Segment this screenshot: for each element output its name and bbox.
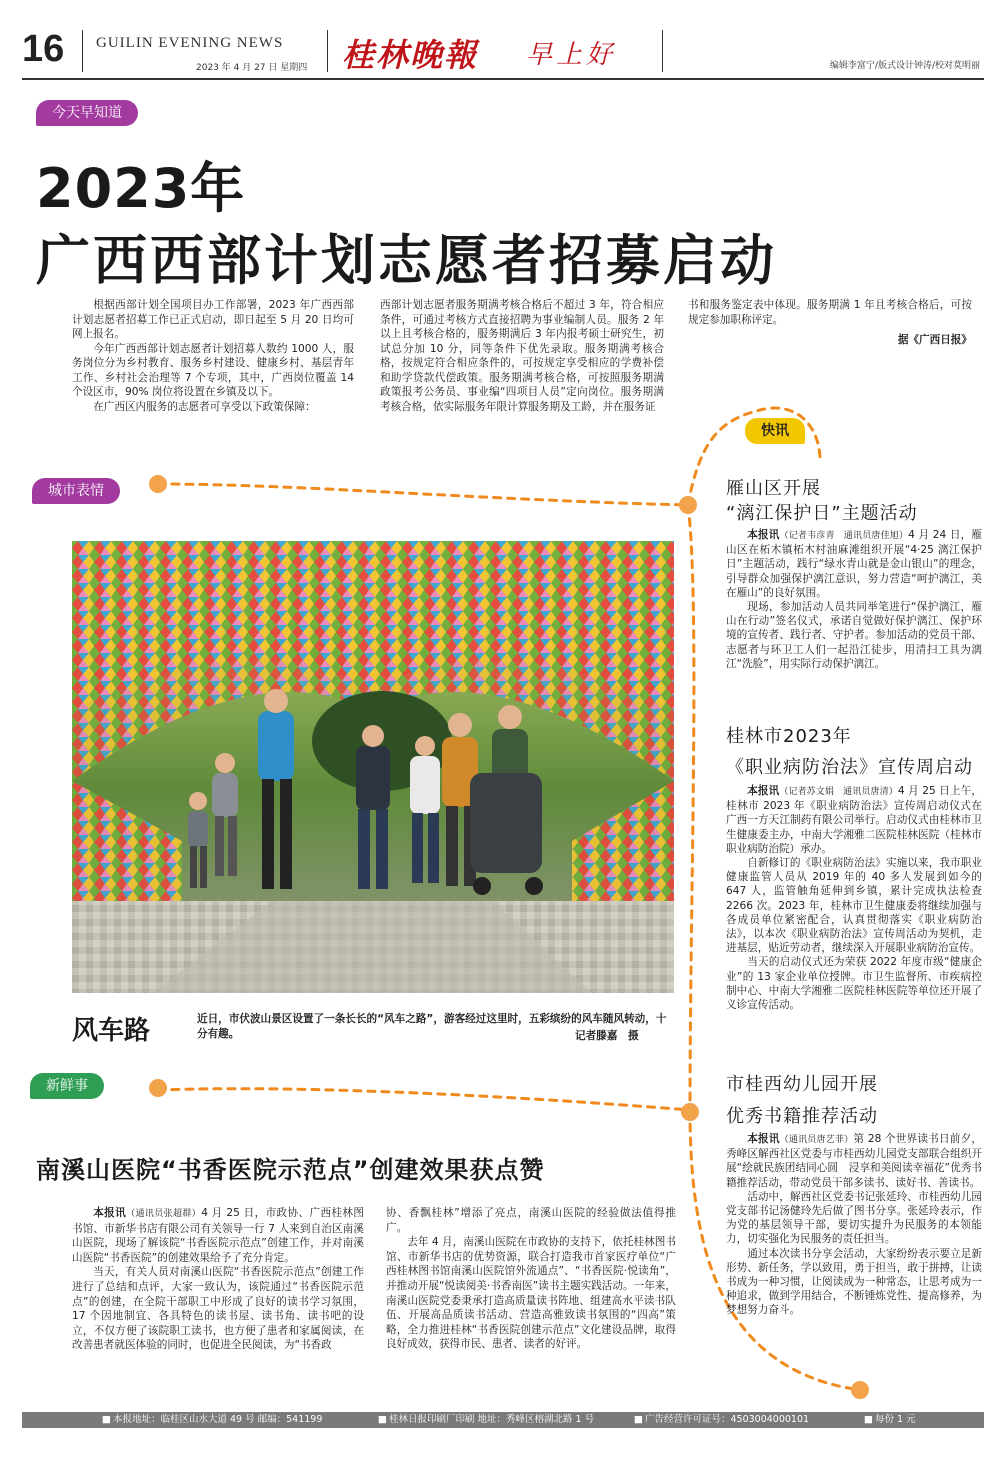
photo-credit: 记者滕嘉 摄 xyxy=(575,1030,639,1042)
dotted-path-segment xyxy=(158,1089,690,1110)
news1-body xyxy=(726,528,982,671)
masthead-divider xyxy=(82,30,83,72)
tag-city: 城市表情 xyxy=(32,478,120,504)
lead-paragraph: 西部计划志愿者服务期满考核合格后不超过 3 年，符合相应条件，可通过考核方式直接招聘为事业编制人员。服务 2 年以上且考核合格的，服务期满后 3 年内报考硕士研究生，初试总分加 10 分，同等条件下优先录取。服务期满考核合格，按规定符合相应条件的，可按规定享受相应的学费补偿和助学贷款代偿政策。服务期满考核合格，可按照服务期满政策报考公务员、事业编“四项目人员”定向岗位。服务期满考核合格，依实际服务年限计算服务期及工龄，并在服务证 xyxy=(380,299,664,413)
dotted-path-segment xyxy=(688,505,694,1110)
dotted-path-segment xyxy=(158,484,688,505)
news3-byline-note: （通讯员唐艺菲） xyxy=(779,1135,854,1145)
story-paragraph: 协、香飘桂林”增添了亮点，南溪山医院的经验做法值得推广。 xyxy=(386,1207,676,1234)
paper-name-en: GUILIN EVENING NEWS xyxy=(96,35,284,51)
page-number: 16 xyxy=(22,28,65,70)
news3-paragraph: 活动中，解西社区党委书记张延玲、市桂西幼儿园党支部书记汤健玲先后做了图书分享。张延玲表示，作为党的基层领导干部，要切实提升为民服务的本领能力，切实强化为民服务的责任担当。 xyxy=(726,1190,982,1246)
story-byline-note: （通讯员张超群） xyxy=(126,1209,202,1219)
news2-paragraph: 4 月 25 日上午，桂林市 2023 年《职业病防治法》宣传周启动仪式在广西一方天江制药有限公司举行。启动仪式由桂林市卫生健康委主办，中南大学湘雅二医院桂林医院（桂林市职业病防治院）承办。 xyxy=(726,785,982,855)
news2-body xyxy=(726,784,982,1012)
section-name: 早上好 xyxy=(526,40,617,70)
dotted-path-node xyxy=(149,475,167,493)
news3-paragraph: 第 28 个世界读书日前夕，秀峰区解西社区党委与市桂西幼儿园党支部联合组织开展“绘就民族团结同心圆 浸享和美阅读幸福花”优秀书籍推荐活动，带动党员干部多读书、读好书、善读书。 xyxy=(726,1133,983,1189)
footer-address: ■ 本报地址：临桂区山水大道 49 号 邮编：541199 xyxy=(102,1412,322,1428)
masthead-divider xyxy=(662,30,663,72)
tag-today: 今天早知道 xyxy=(36,100,138,126)
lead-column-3 xyxy=(688,298,972,348)
news3-body xyxy=(726,1132,982,1318)
lead-paragraph: 根据西部计划全国项目办工作部署，2023 年广西西部计划志愿者招募工作已正式启动，即日起至 5 月 20 日均可网上报名。 xyxy=(72,299,354,340)
news2-byline: 本报讯 xyxy=(747,785,780,797)
story-column-2 xyxy=(386,1206,676,1352)
masthead-rule xyxy=(22,78,984,80)
news2-paragraph: 当天的启动仪式还为荣获 2022 年度市级“健康企业”的 13 家企业单位授牌。市卫生监督所、市疾病控制中心、中南大学湘雅二医院桂林医院等单位还开展了义诊宣传活动。 xyxy=(726,956,982,1012)
news1-byline-note: （记者韦彦青 通讯员唐佳旭） xyxy=(779,531,909,541)
footer-license: ■ 广告经营许可证号：4503004000101 xyxy=(634,1412,809,1428)
dotted-path-node xyxy=(149,1079,167,1097)
news3-byline: 本报讯 xyxy=(747,1133,780,1145)
lead-paragraph: 今年广西西部计划志愿者计划招募人数约 1000 人，服务岗位分为乡村教育、服务乡村建设、健康乡村、基层青年工作、乡村社会治理等 7 个专项，其中，广西岗位覆盖 14 个设区市，90% 岗位将设置在乡镇及以下。 xyxy=(72,342,354,398)
footer-price: ■ 每份 1 元 xyxy=(864,1412,916,1428)
footer-bar xyxy=(22,1412,984,1428)
news1-title-line1: 雁山区开展 xyxy=(726,478,821,499)
news1-paragraph: 现场，参加活动人员共同举笔进行“保护漓江，雁山在行动”签名仪式，承诺自觉做好保护漓江、保护环境的宣传者、践行者、守护者。参加活动的党员干部、志愿者与环卫工人们一起沿江徒步，用清扫工具为漓江“洗脸”，用实际行动保护漓江。 xyxy=(726,601,982,670)
photo-illustration xyxy=(72,541,674,993)
photo-title: 风车路 xyxy=(72,1016,151,1046)
editor-credits: 编辑李富宁/版式设计钟涛/校对莫明丽 xyxy=(829,61,980,71)
lead-source: 据《广西日报》 xyxy=(897,334,972,346)
photo-caption: 近日，市伏波山景区设置了一条长长的“风车之路”，游客经过这里时，五彩缤纷的风车随风转动，十分有趣。 xyxy=(197,1013,667,1040)
story-paragraph: 4 月 25 日，市政协、广西桂林图书馆、市新华书店有限公司有关领导一行 7 人来到自治区南溪山医院，现场了解该院“书香医院示范点”创建工作，并对南溪山医院“书香医院”的创建效果给予了充分肯定。 xyxy=(72,1207,364,1264)
news3-title-line1: 市桂西幼儿园开展 xyxy=(726,1074,878,1095)
tag-news-flash: 快讯 xyxy=(745,418,805,444)
lead-column-1 xyxy=(72,298,354,414)
news2-title-line1: 桂林市2023年 xyxy=(726,726,852,747)
issue-date: 2023 年 4 月 27 日 星期四 xyxy=(196,63,308,73)
news1-byline: 本报讯 xyxy=(747,529,780,541)
dotted-path-node xyxy=(681,1103,699,1121)
story-title: 南溪山医院“书香医院示范点”创建效果获点赞 xyxy=(36,1156,545,1184)
masthead-divider xyxy=(327,30,328,72)
footer-printer: ■ 桂林日报印刷厂印刷 地址：秀峰区榕湖北路 1 号 xyxy=(378,1412,594,1428)
lead-column-2 xyxy=(380,298,664,414)
lead-paragraph: 在广西区内服务的志愿者可享受以下政策保障： xyxy=(93,400,316,413)
news3-title-line2: 优秀书籍推荐活动 xyxy=(726,1106,878,1127)
news1-paragraph: 4 月 24 日，雁山区在柘木镇柘木村油麻滩组织开展“4·25 漓江保护日”主题活动，践行“绿水青山就是金山银山”的理念，引导群众加强保护漓江意识，努力营造“呵护漓江，美在雁山”的良好氛围。 xyxy=(726,529,982,599)
dotted-path-node xyxy=(851,1381,869,1399)
news2-title-line2: 《职业病防治法》宣传周启动 xyxy=(726,757,973,778)
story-column-1 xyxy=(72,1206,364,1353)
pinwheel-road-photo xyxy=(72,541,674,993)
news1-title-line2: “漓江保护日”主题活动 xyxy=(726,503,918,524)
story-paragraph: 当天，有关人员对南溪山医院“书香医院示范点”创建工作进行了总结和点评，大家一致认为，该院通过“书香医院示范点”的创建，在全院干部职工中形成了良好的读书学习氛围，17 个因地制宜、各具特色的读书屋、读书角、读书吧的设立，不仅方便了该院职工读书，也方便了患者和家属阅读，在改善患者就医体验的同时，也促进全民阅读，为“书香政 xyxy=(72,1266,364,1352)
story-paragraph: 去年 4 月，南溪山医院在市政协的支持下，依托桂林图书馆、市新华书店的优势资源，联合打造我市首家医疗单位“广西桂林图书馆南溪山医院馆外流通点”、“书香医院·悦读角”，并推动开展“悦读阅美·书香南医”读书主题实践活动。一年来，南溪山医院党委秉承打造高质量读书阵地、组建高水平读书队伍、开展高品质读书活动、营造高雅致读书氛围的“四高”策略，全力推进桂林“书香医院创建示范点”文化建设品牌，取得良好成效，获得市民、患者、读者的好评。 xyxy=(386,1236,676,1351)
news2-byline-note: （记者苏文娟 通讯员唐清） xyxy=(779,787,898,797)
tag-fresh: 新鲜事 xyxy=(30,1073,104,1099)
news3-paragraph: 通过本次读书分享会活动，大家纷纷表示要立足新形势、新任务，学以致用，勇于担当，敢于拼搏，让读书成为一种习惯，让阅读成为一种常态，让思考成为一种追求，做到学用结合，不断锤炼党性、提高修养，为梦想努力奋斗。 xyxy=(726,1247,982,1317)
paper-name-cn: 桂林晚報 xyxy=(342,36,479,74)
news2-paragraph: 自新修订的《职业病防治法》实施以来，我市职业健康监管人员从 2019 年的 40 多人发展到如今的 647 人，监管触角延伸到乡镇，累计完成执法检查 2266 次。2023 年，桂林市卫生健康委将继续加强与各成员单位紧密配合，认真贯彻落实《职业病防治法》，以本次《职业病防治法》宣传周活动为契机，走进基层，贴近劳动者，继续深入开展职业病防治宣传。 xyxy=(726,857,982,955)
story-byline: 本报讯 xyxy=(93,1207,127,1219)
lead-paragraph: 书和服务鉴定表中体现。服务期满 1 年且考核合格后，可按规定参加职称评定。 xyxy=(688,299,972,326)
dotted-path-node xyxy=(679,496,697,514)
lead-title-line1: 2023年 xyxy=(36,157,246,220)
lead-title-line2: 广西西部计划志愿者招募启动 xyxy=(36,229,777,292)
